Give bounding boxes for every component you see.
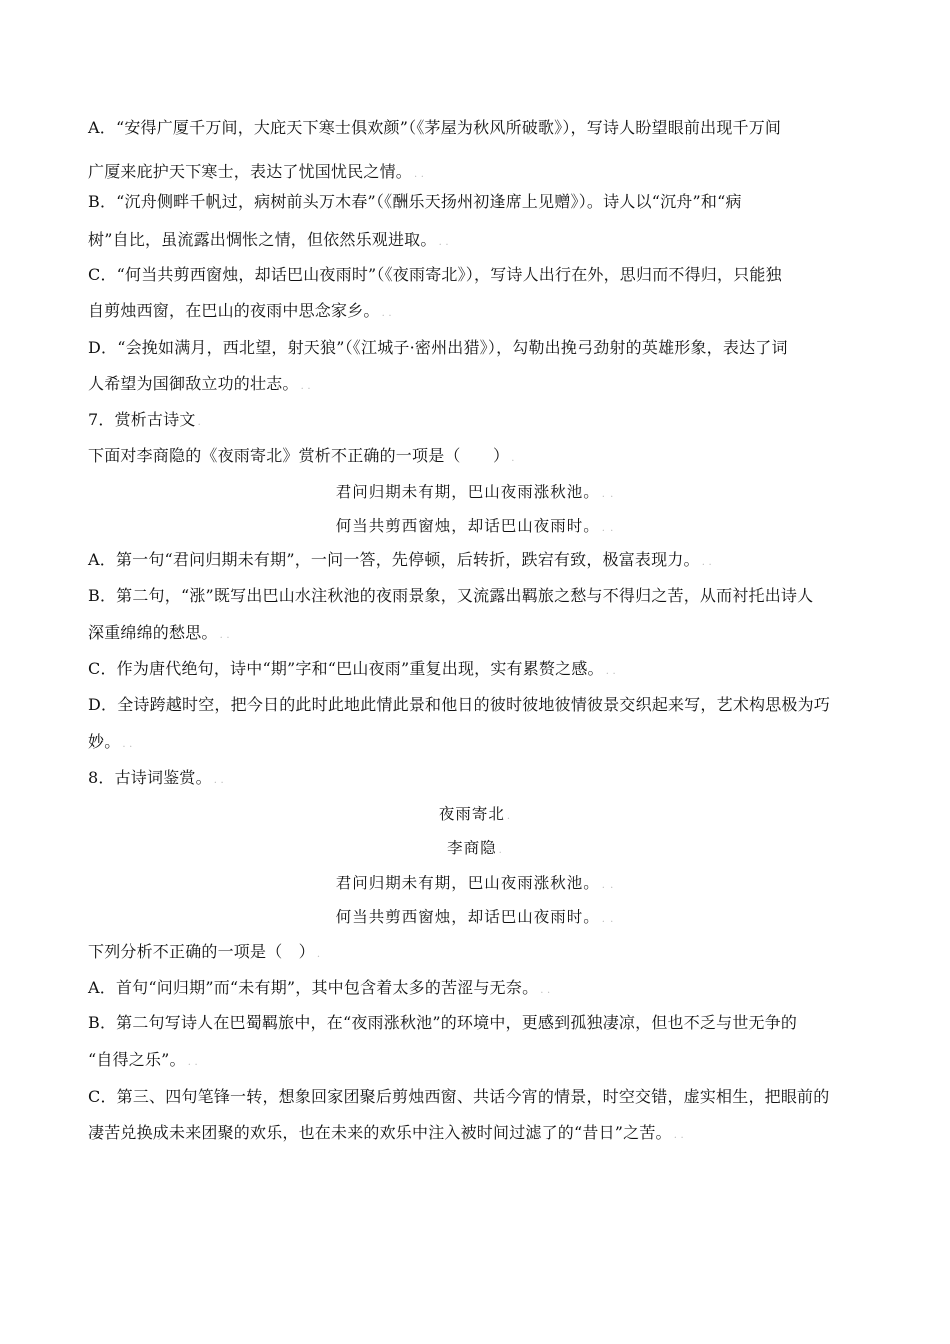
q6-option-c-line-2: 自剪烛西窗，在巴山的夜雨中思念家乡。 . . bbox=[88, 301, 392, 320]
q6-option-b-line-1: B．“沉舟侧畔千帆过，病树前头万木春”（《酬乐天扬州初逢席上见赠》）。诗人以“沉舟”和“病 bbox=[88, 192, 742, 211]
q7-option-b-line-1: B．第二句，“涨”既写出巴山水注秋池的夜雨景象，又流露出羁旅之愁与不得归之苦，从而衬托出诗人 bbox=[88, 586, 814, 605]
q8-option-b-line-1: B．第二句写诗人在巴蜀羁旅中，在“夜雨涨秋池”的环境中，更感到孤独凄凉，但也不乏与世无争的 bbox=[88, 1013, 798, 1032]
q8-option-a: A．首句“问归期”而“未有期”，其中包含着太多的苦涩与无奈。 . . bbox=[88, 978, 551, 997]
q6-option-d-line-1: D．“会挽如满月，西北望，射天狼”（《江城子·密州出猎》），勾勒出挽弓劲射的英雄形象，表达了词 bbox=[88, 338, 788, 357]
q8-poem-author: 李商隐 . bbox=[447, 839, 503, 857]
q7-prompt: 下面对李商隐的《夜雨寄北》赏析不正确的一项是（ ） . bbox=[88, 446, 515, 465]
q8-poem-line-2: 何当共剪西窗烛，却话巴山夜雨时。 . . bbox=[335, 908, 615, 926]
q6-option-a-line-2: 广厦来庇护天下寒士，表达了忧国忧民之情。 . . bbox=[88, 162, 425, 181]
q8-option-b-line-2: “自得之乐”。 . . bbox=[88, 1050, 198, 1069]
q7-option-b-line-2: 深重绵绵的愁思。 . . bbox=[88, 623, 230, 642]
q8-option-c-line-1: C．第三、四句笔锋一转，想象回家团聚后剪烛西窗、共话今宵的情景，时空交错，虚实相生，把眼前的 bbox=[88, 1087, 830, 1106]
q6-option-d-line-2: 人希望为国御敌立功的壮志。 . . bbox=[88, 374, 311, 393]
q8-option-c-line-2: 凄苦兑换成未来团聚的欢乐，也在未来的欢乐中注入被时间过滤了的“昔日”之苦。 . . bbox=[88, 1123, 684, 1142]
q7-poem-line-2: 何当共剪西窗烛，却话巴山夜雨时。 . . bbox=[335, 517, 615, 535]
q6-option-a-line-1: A．“安得广厦千万间，大庇天下寒士俱欢颜”（《茅屋为秋风所破歌》），写诗人盼望眼前出现千万间 bbox=[88, 118, 782, 137]
q7-option-a: A．第一句“君问归期未有期”，一问一答，先停顿，后转折，跌宕有致，极富表现力。 . . bbox=[88, 550, 712, 569]
q7-option-c: C．作为唐代绝句，诗中“期”字和“巴山夜雨”重复出现，实有累赘之感。 . . bbox=[88, 659, 616, 678]
q6-option-c-line-1: C．“何当共剪西窗烛，却话巴山夜雨时”（《夜雨寄北》），写诗人出行在外，思归而不得归，只能独 bbox=[88, 265, 782, 284]
q7-poem-line-1: 君问归期未有期，巴山夜雨涨秋池。 . . bbox=[335, 483, 615, 501]
q7-heading: 7．赏析古诗文 . bbox=[88, 410, 201, 429]
q7-option-d-line-2: 妙。 . . bbox=[88, 732, 133, 751]
q7-option-d-line-1: D．全诗跨越时空，把今日的此时此地此情此景和他日的彼时彼地彼情彼景交织起来写，艺术构思极为巧 bbox=[88, 695, 831, 714]
q8-poem-title: 夜雨寄北 . bbox=[438, 805, 512, 823]
q8-heading: 8．古诗词鉴赏。 . . bbox=[88, 768, 224, 787]
q6-option-b-line-2: 树”自比，虽流露出惆怅之情，但依然乐观进取。 . . bbox=[88, 230, 449, 249]
q8-poem-line-1: 君问归期未有期，巴山夜雨涨秋池。 . . bbox=[335, 874, 615, 892]
q8-prompt: 下列分析不正确的一项是（ ） . bbox=[88, 942, 321, 961]
